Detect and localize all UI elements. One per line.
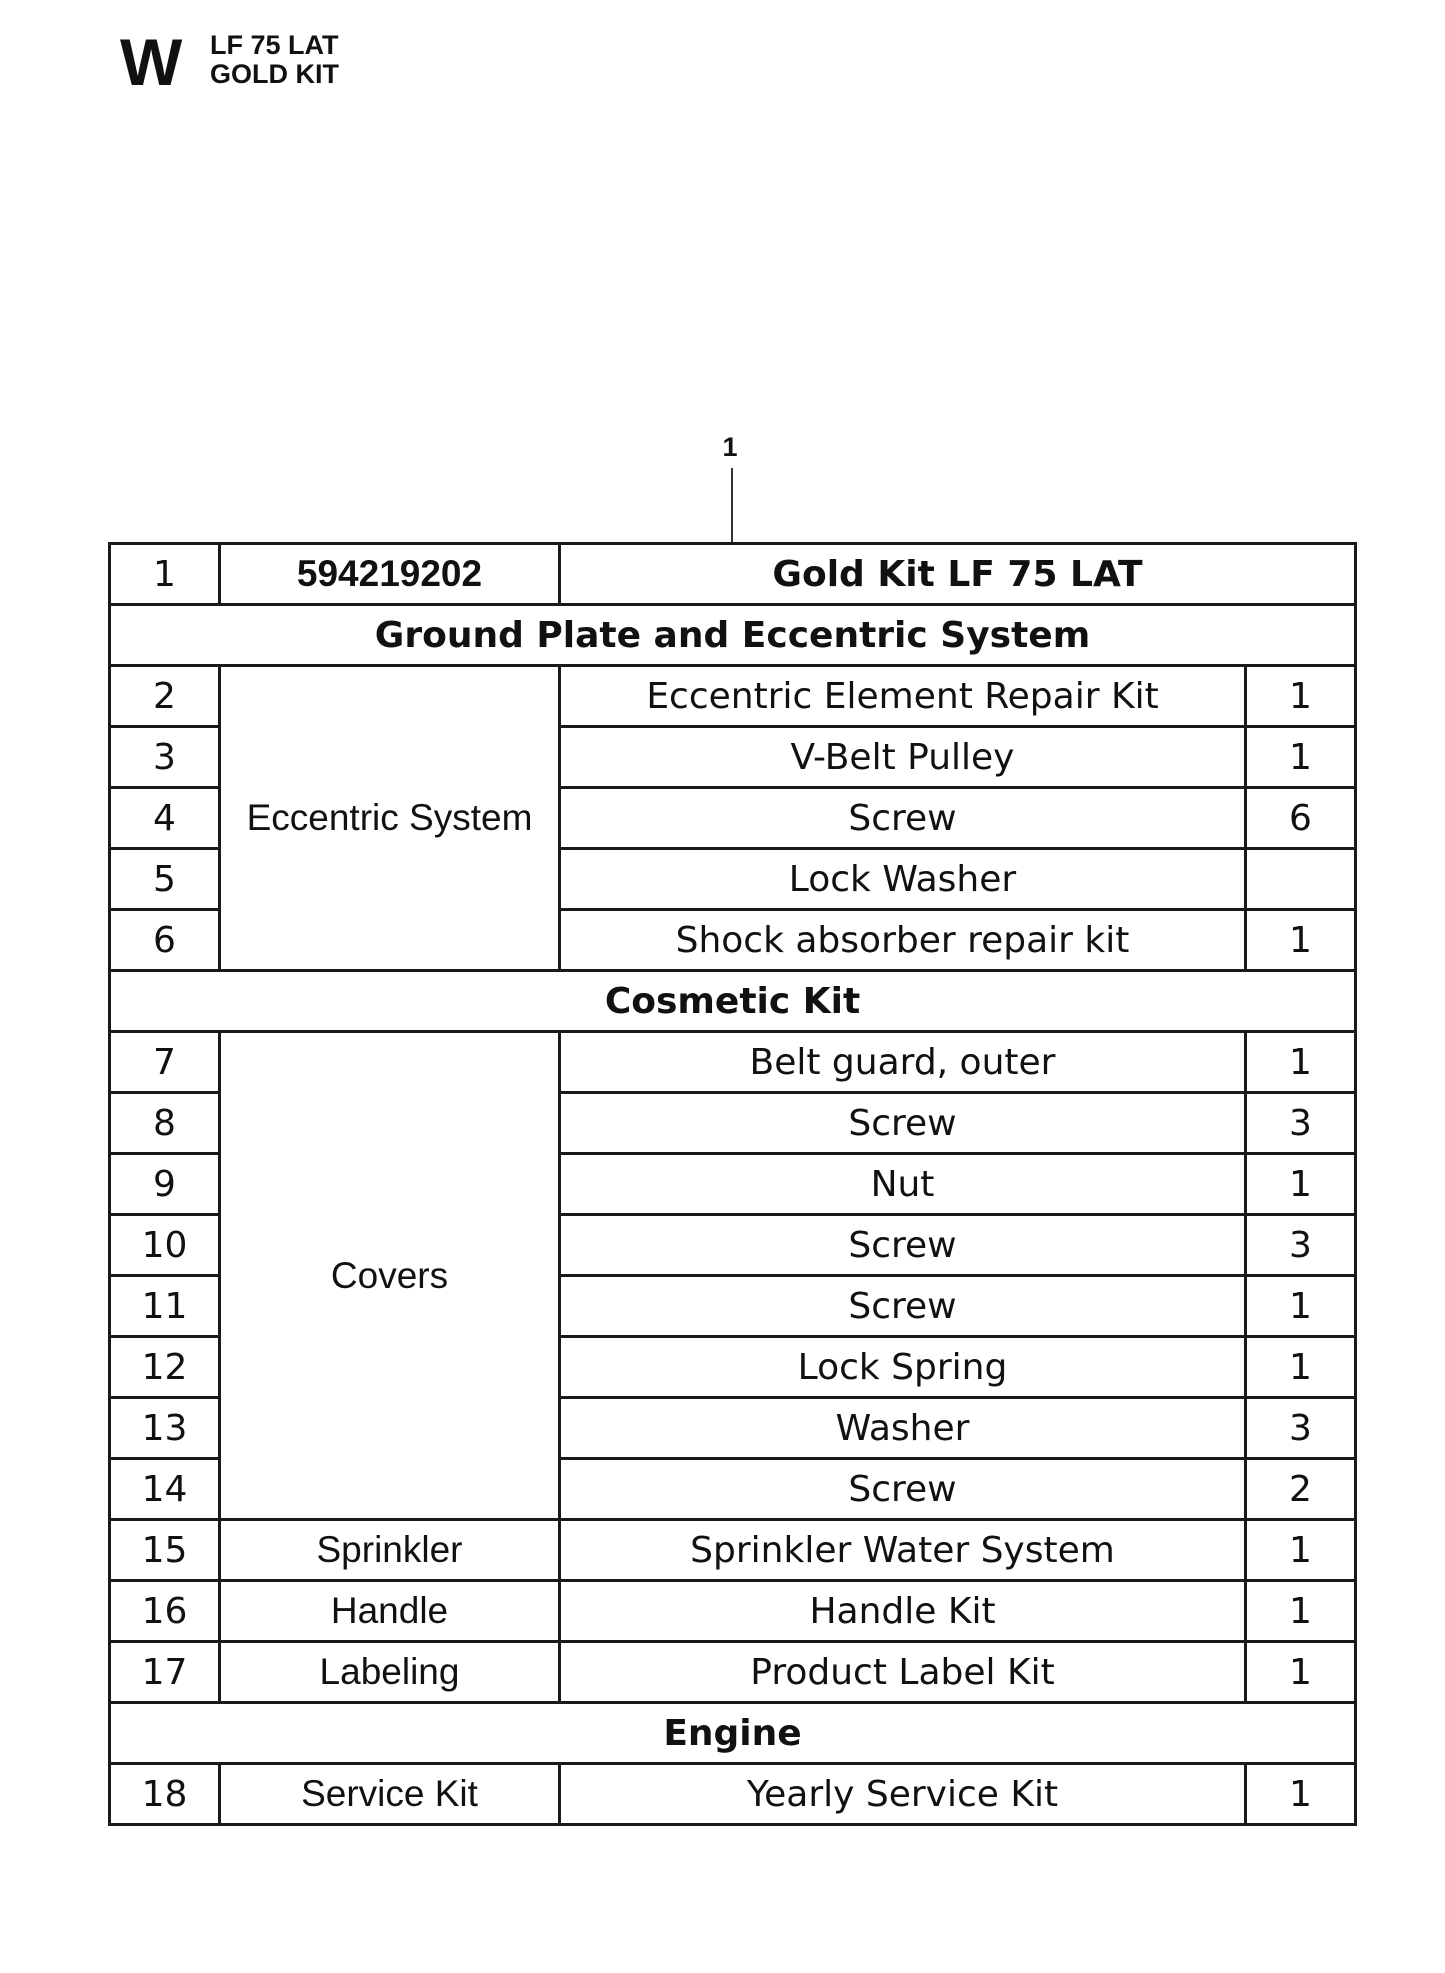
item-description: Screw [560, 1093, 1246, 1154]
kit-header-row [110, 544, 1356, 605]
item-pos: 5 [110, 849, 220, 910]
item-description: Product Label Kit [560, 1642, 1246, 1703]
callout-leader-line [731, 468, 733, 543]
item-qty: 1 [1246, 1764, 1356, 1825]
section-row [110, 1703, 1356, 1764]
parts-table [108, 542, 1357, 1826]
section-title: Cosmetic Kit [110, 971, 1356, 1032]
item-pos: 3 [110, 727, 220, 788]
item-pos: 12 [110, 1337, 220, 1398]
section-title: Ground Plate and Eccentric System [110, 605, 1356, 666]
item-pos: 10 [110, 1215, 220, 1276]
item-pos: 15 [110, 1520, 220, 1581]
callout-number: 1 [722, 432, 738, 462]
item-pos: 7 [110, 1032, 220, 1093]
item-pos: 11 [110, 1276, 220, 1337]
section-title: Engine [110, 1703, 1356, 1764]
section-row [110, 971, 1356, 1032]
item-qty: 3 [1246, 1093, 1356, 1154]
item-pos: 9 [110, 1154, 220, 1215]
parts-table-body [110, 544, 1356, 1825]
item-pos: 4 [110, 788, 220, 849]
item-description: Lock Spring [560, 1337, 1246, 1398]
group-name: Eccentric System [220, 666, 560, 971]
table-row [110, 1581, 1356, 1642]
item-pos: 16 [110, 1581, 220, 1642]
item-qty: 1 [1246, 727, 1356, 788]
item-qty: 1 [1246, 666, 1356, 727]
item-pos: 14 [110, 1459, 220, 1520]
table-row [110, 666, 1356, 727]
item-pos: 18 [110, 1764, 220, 1825]
item-qty: 3 [1246, 1398, 1356, 1459]
kit-description: Gold Kit LF 75 LAT [560, 544, 1356, 605]
item-pos: 13 [110, 1398, 220, 1459]
kit-pos: 1 [110, 544, 220, 605]
item-qty: 1 [1246, 1276, 1356, 1337]
group-name: Labeling [220, 1642, 560, 1703]
item-description: Lock Washer [560, 849, 1246, 910]
table-row [110, 1764, 1356, 1825]
group-name: Service Kit [220, 1764, 560, 1825]
item-description: Yearly Service Kit [560, 1764, 1246, 1825]
item-qty: 2 [1246, 1459, 1356, 1520]
item-qty: 1 [1246, 1154, 1356, 1215]
item-pos: 17 [110, 1642, 220, 1703]
table-row [110, 1520, 1356, 1581]
item-description: Nut [560, 1154, 1246, 1215]
item-qty: 3 [1246, 1215, 1356, 1276]
header-model: LF 75 LAT [210, 30, 339, 60]
section-row [110, 605, 1356, 666]
item-description: Eccentric Element Repair Kit [560, 666, 1246, 727]
header-kit-name: GOLD KIT [210, 59, 339, 89]
item-pos: 8 [110, 1093, 220, 1154]
item-description: Screw [560, 1276, 1246, 1337]
item-description: Sprinkler Water System [560, 1520, 1246, 1581]
group-name: Sprinkler [220, 1520, 560, 1581]
item-description: V-Belt Pulley [560, 727, 1246, 788]
group-name: Handle [220, 1581, 560, 1642]
item-description: Handle Kit [560, 1581, 1246, 1642]
item-qty: 1 [1246, 1581, 1356, 1642]
item-description: Belt guard, outer [560, 1032, 1246, 1093]
item-qty: 1 [1246, 1520, 1356, 1581]
item-qty: 1 [1246, 1337, 1356, 1398]
item-description: Screw [560, 1459, 1246, 1520]
item-qty [1246, 849, 1356, 910]
item-description: Screw [560, 1215, 1246, 1276]
group-name: Covers [220, 1032, 560, 1520]
table-row [110, 1642, 1356, 1703]
item-description: Shock absorber repair kit [560, 910, 1246, 971]
kit-part-number: 594219202 [220, 544, 560, 605]
item-pos: 2 [110, 666, 220, 727]
item-qty: 1 [1246, 1032, 1356, 1093]
item-pos: 6 [110, 910, 220, 971]
item-qty: 1 [1246, 910, 1356, 971]
header-letter: W [120, 25, 181, 99]
item-qty: 6 [1246, 788, 1356, 849]
item-description: Screw [560, 788, 1246, 849]
item-description: Washer [560, 1398, 1246, 1459]
item-qty: 1 [1246, 1642, 1356, 1703]
table-row [110, 1032, 1356, 1093]
